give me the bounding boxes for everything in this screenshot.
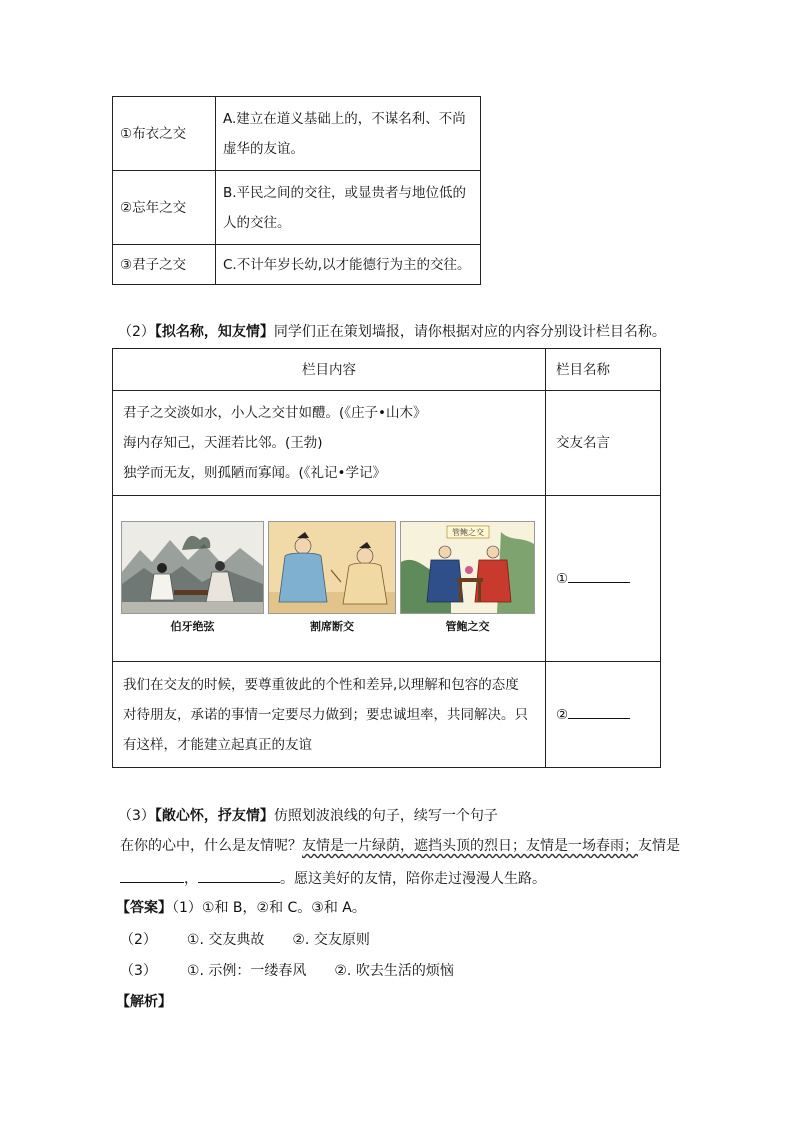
answer-line-3: （3） ①. 示例：一缕春风 ②. 吹去生活的烦恼 [120,963,454,979]
answer-label: 【答案】 [116,900,172,916]
analysis-label: 【解析】 [116,994,172,1010]
answer-line-1: 【答案】（1）①和 B，②和 C。③和 A。 [116,900,366,916]
answer-blank[interactable] [568,568,630,583]
table-row [113,391,661,496]
question-2-prompt: （2）【拟名称，知友情】同学们正在策划墙报，请你根据对应的内容分别设计栏目名称。 [118,324,666,340]
desc-cell: A.建立在道义基础上的，不谋名利、不尚 虚华的友谊。 [216,97,481,171]
blank-label: ② [556,706,569,723]
name-cell [546,662,661,768]
column-design-table [112,348,661,768]
matching-table [112,96,481,285]
table-header-row [113,349,661,391]
question-3-line-1: 在你的心中，什么是友情呢？友情是一片绿荫，遮挡头顶的烈日；友情是一场春雨；友情是 [120,838,680,854]
answer-blank[interactable] [120,868,184,883]
table-row [113,245,481,285]
answer-line-2: （2） ①. 交友典故 ②. 交友原则 [120,932,370,948]
guanbao-painting-image [400,521,535,614]
term-cell: ①布衣之交 [113,97,216,171]
answer-blank[interactable] [198,868,280,883]
quotes-cell: 君子之交淡如水，小人之交甘如醴。(《庄子•山木》 海内存知己，天涯若比邻。(王勃) 独学而无友，则孤陋而寡闻。(《礼记•学记》 [113,391,546,496]
answer-blank[interactable] [568,704,630,719]
term-cell: ③君子之交 [113,245,216,285]
table-row [113,171,481,245]
wavy-sentence: 友情是一片绿荫，遮挡头顶的烈日；友情是一场春雨； [302,838,638,854]
caption: 管鲍之交 [445,620,490,633]
illustration-guanbao [400,521,535,636]
question-3-line-2: ， 。愿这美好的友情，陪你走过漫漫人生路。 [120,868,546,889]
blank-label: ① [556,570,569,587]
principle-cell: 我们在交友的时候，要尊重彼此的个性和差异,以理解和包容的态度 对待朋友，承诺的事情一定要尽力做到；要忠诚坦率，共同解决。只 有这样，才能建立起真正的友谊 [113,662,546,768]
table-row [113,662,661,768]
header-content: 栏目内容 [113,349,546,391]
name-cell: 交友名言 [546,391,661,496]
question-3-prompt: （3）【敞心怀，抒友情】仿照划波浪线的句子，续写一个句子 [118,808,498,824]
inner-label: 管鲍之交 [452,528,484,537]
term-cell: ②忘年之交 [113,171,216,245]
illustration-row [121,521,535,636]
images-cell [113,496,546,662]
illustration-gexi [268,521,396,636]
illustration-boya [121,521,264,636]
desc-cell: B.平民之间的交往，或显贵者与地位低的 人的交往。 [216,171,481,245]
header-name: 栏目名称 [546,349,661,391]
gexi-painting-image [268,521,396,614]
boya-painting-image [121,521,264,614]
table-row [113,97,481,171]
desc-cell: C.不计年岁长幼,以才能德行为主的交往。 [216,245,481,285]
caption: 割席断交 [310,620,354,633]
table-row [113,496,661,662]
caption: 伯牙绝弦 [170,620,215,633]
name-cell [546,496,661,662]
